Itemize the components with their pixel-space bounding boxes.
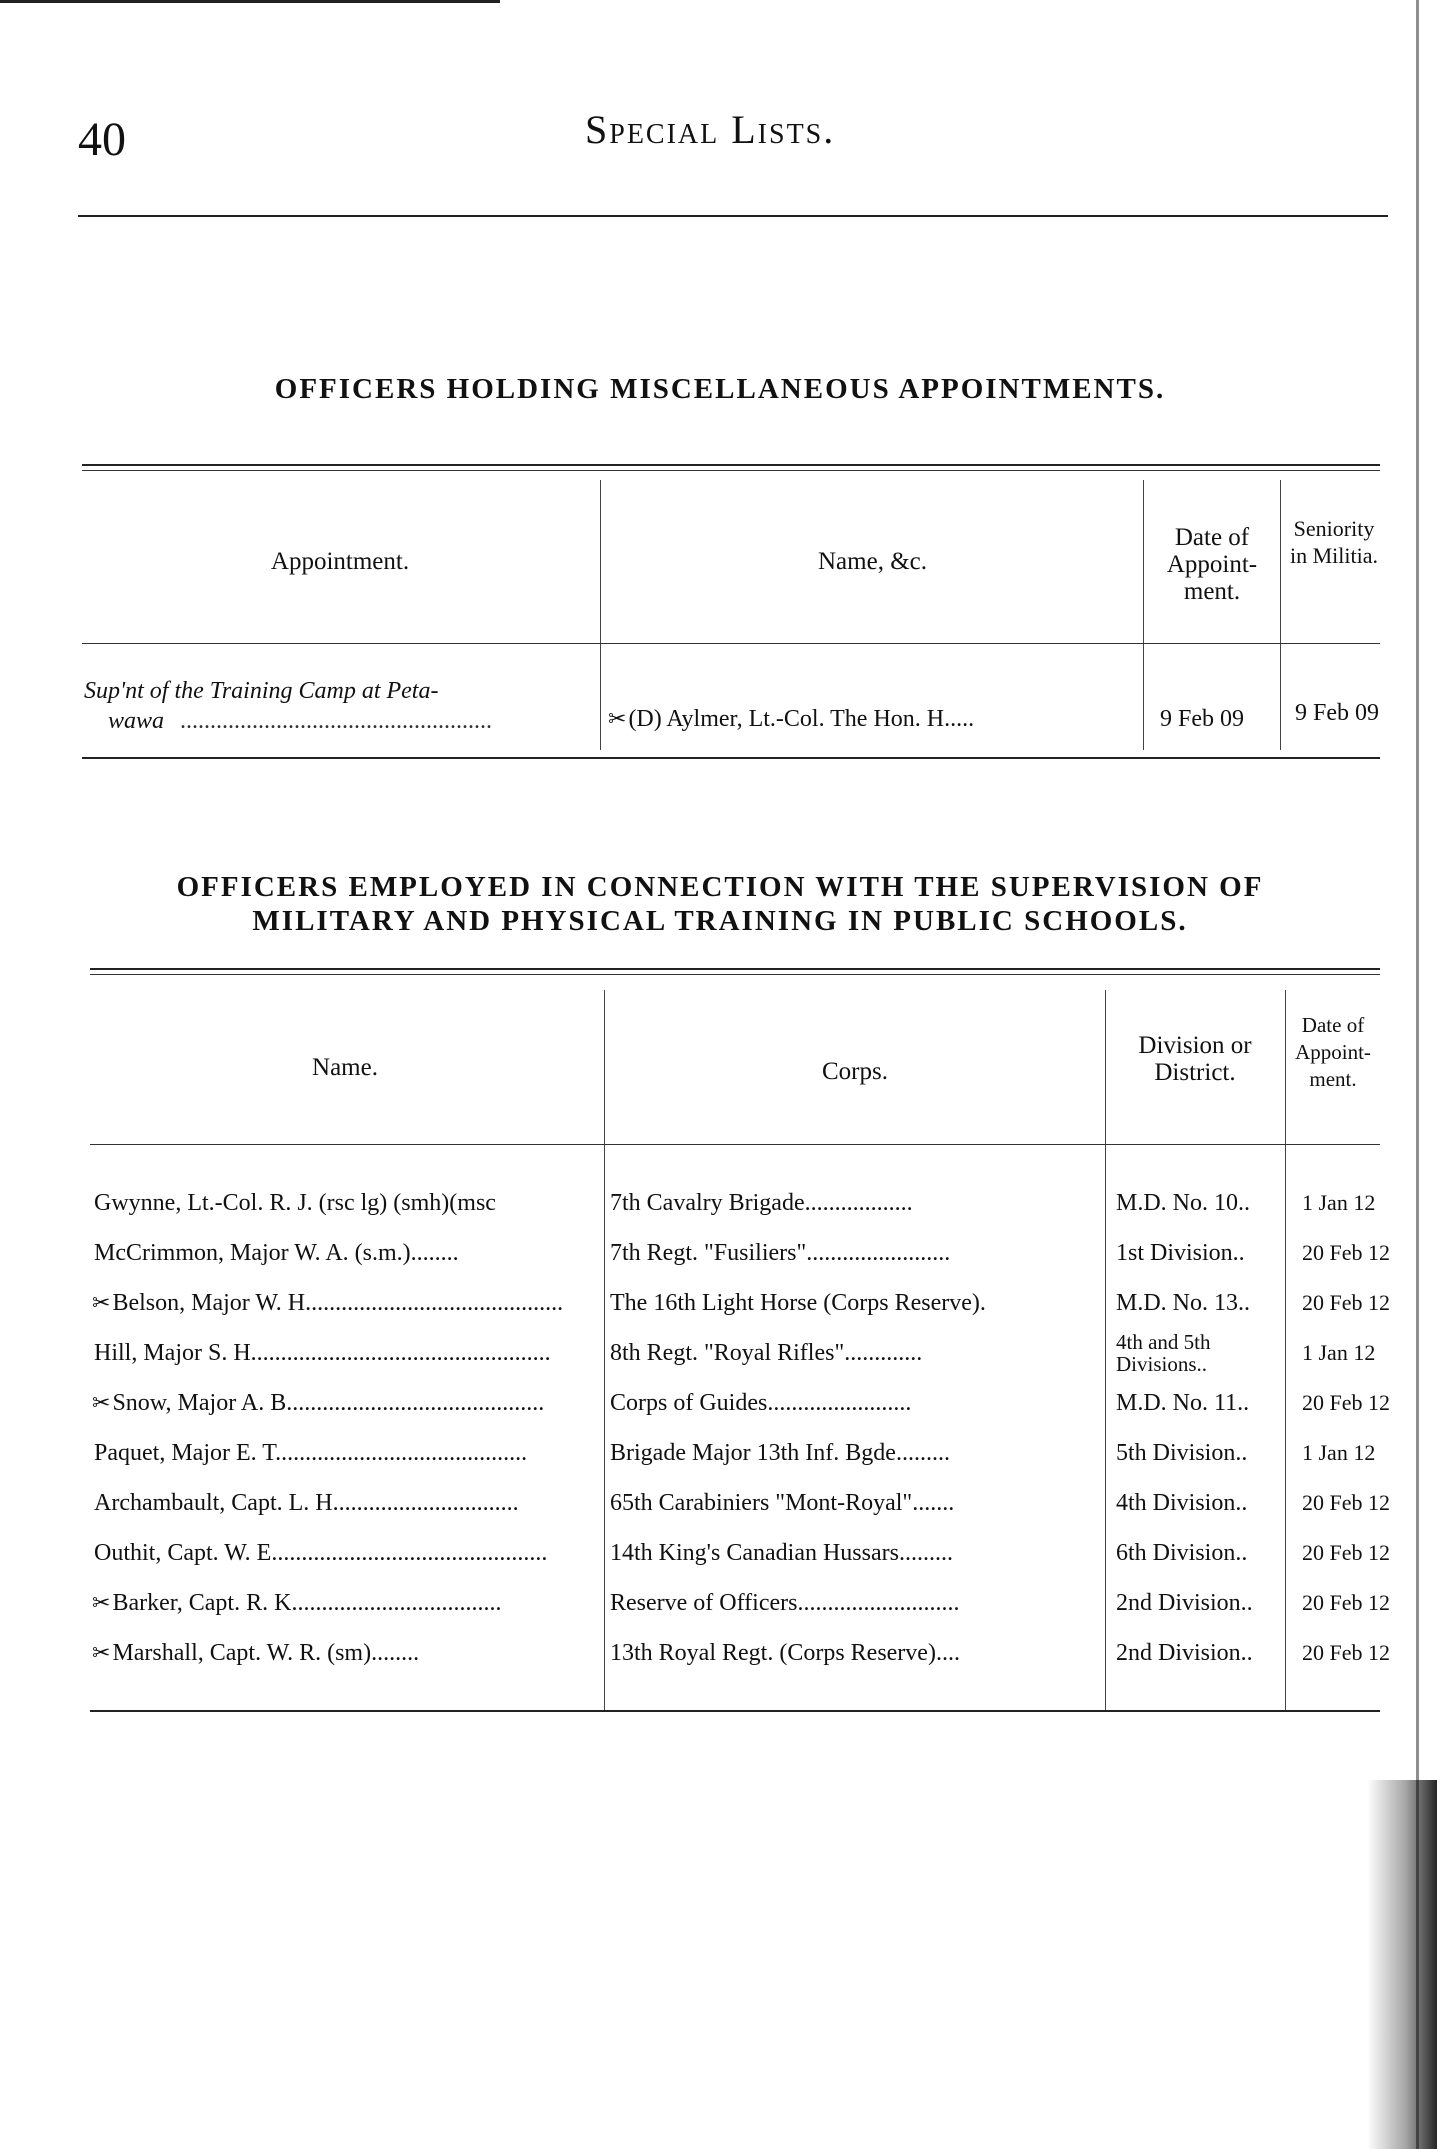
scissors-icon: ✂: [608, 706, 627, 731]
officer-name: Gwynne, Lt.-Col. R. J. (rsc lg) (smh)(msc: [94, 1189, 496, 1216]
misc-appointment-line1: Sup'nt of the Training Camp at Peta-: [84, 678, 439, 704]
misc-table-top-rule-thin: [82, 470, 1380, 471]
schools-table-top-rule: [90, 968, 1380, 970]
misc-appointment-line2: wawa: [108, 708, 165, 734]
date-cell: 20 Feb 12: [1302, 1640, 1390, 1665]
table-row: [92, 1278, 1390, 1328]
schools-header-bottom-rule: [90, 1144, 1380, 1145]
division-cell: 6th Division..: [1116, 1539, 1248, 1566]
division-cell: M.D. No. 11..: [1116, 1389, 1250, 1416]
table-row: [92, 1628, 1390, 1678]
misc-header-seniority: Seniority in Militia.: [1290, 516, 1378, 568]
page-number: 40: [78, 113, 126, 166]
schools-title-line2: MILITARY AND PHYSICAL TRAINING IN PUBLIC SCHOOLS.: [252, 905, 1188, 937]
date-cell: 20 Feb 12: [1302, 1290, 1390, 1315]
misc-col-divider-1: [600, 480, 601, 750]
corps-cell: Corps of Guides........................: [610, 1389, 912, 1416]
officer-name-cell: ✂Belson, Major W. H...........................................: [92, 1289, 564, 1316]
date-cell: 20 Feb 12: [1302, 1240, 1390, 1265]
misc-header-bottom-rule: [82, 643, 1380, 644]
officer-name-cell: Archambault, Capt. L. H...............................: [94, 1489, 519, 1516]
page-edge-shadow: [1367, 1780, 1437, 2149]
corps-cell: 8th Regt. "Royal Rifles".............: [610, 1339, 923, 1366]
corps-name: Brigade Major 13th Inf. Bgde: [610, 1439, 896, 1466]
scissors-icon: ✂: [92, 1289, 111, 1315]
misc-col-divider-2: [1143, 480, 1144, 750]
corps-name: Corps of Guides: [610, 1389, 768, 1416]
schools-title-line1: OFFICERS EMPLOYED IN CONNECTION WITH THE SUPERVISION OF: [176, 871, 1264, 903]
division-cell: 2nd Division..: [1116, 1639, 1253, 1666]
misc-col-divider-3: [1280, 480, 1281, 750]
officer-name-cell: Hill, Major S. H..................................................: [94, 1339, 551, 1366]
schools-table: [92, 1178, 1390, 1678]
misc-appointments-title: OFFICERS HOLDING MISCELLANEOUS APPOINTMENTS.: [274, 373, 1166, 405]
misc-header-appointment: Appointment.: [270, 548, 410, 575]
corps-cell: 7th Regt. "Fusiliers"........................: [610, 1239, 951, 1266]
officer-name-cell: ✂Barker, Capt. R. K...................................: [92, 1589, 502, 1616]
header-rule: [78, 215, 1388, 217]
misc-name-cell: ✂(D) Aylmer, Lt.-Col. The Hon. H.....: [608, 706, 975, 732]
corps-cell: Brigade Major 13th Inf. Bgde.........: [610, 1439, 950, 1466]
corps-name: 13th Royal Regt. (Corps Reserve): [610, 1639, 936, 1666]
corps-cell: 13th Royal Regt. (Corps Reserve)....: [610, 1639, 960, 1666]
corps-name: 8th Regt. "Royal Rifles": [610, 1339, 845, 1366]
misc-seniority: 9 Feb 09: [1295, 700, 1379, 726]
officer-name: Outhit, Capt. W. E: [94, 1539, 272, 1566]
schools-header-division: Division or District.: [1138, 1032, 1252, 1086]
date-cell: 1 Jan 12: [1302, 1440, 1376, 1465]
table-row: [92, 1328, 1390, 1378]
date-cell: 20 Feb 12: [1302, 1390, 1390, 1415]
officer-name: Archambault, Capt. L. H: [94, 1489, 333, 1516]
table-row: [92, 1378, 1390, 1428]
officer-name: Paquet, Major E. T: [94, 1439, 276, 1466]
table-row: [92, 1578, 1390, 1628]
officer-name: Hill, Major S. H: [94, 1339, 251, 1366]
division-cell: 4th and 5th Divisions..: [1116, 1330, 1211, 1376]
corps-cell: Reserve of Officers...........................: [610, 1589, 960, 1616]
schools-table-top-rule-thin: [90, 974, 1380, 975]
page-header-title: Special Lists.: [585, 107, 836, 152]
corps-name: 65th Carabiniers "Mont-Royal": [610, 1489, 913, 1516]
officer-name: Snow, Major A. B: [112, 1389, 287, 1416]
division-cell: 5th Division..: [1116, 1439, 1248, 1466]
officer-name-cell: ✂Marshall, Capt. W. R. (sm)........: [92, 1639, 420, 1666]
officer-name: Barker, Capt. R. K: [112, 1589, 292, 1616]
scissors-icon: ✂: [92, 1639, 111, 1665]
table-row: [92, 1178, 1390, 1228]
division-cell: 4th Division..: [1116, 1489, 1248, 1516]
corps-name: 14th King's Canadian Hussars: [610, 1539, 899, 1566]
date-cell: 1 Jan 12: [1302, 1340, 1376, 1365]
officer-name: Marshall, Capt. W. R. (sm): [112, 1639, 372, 1666]
corps-name: 7th Cavalry Brigade: [610, 1189, 805, 1216]
misc-table-top-rule: [82, 464, 1380, 466]
misc-date: 9 Feb 09: [1160, 706, 1244, 732]
corps-name: 7th Regt. "Fusiliers": [610, 1239, 807, 1266]
officer-name-cell: [92, 1178, 602, 1228]
officer-name: McCrimmon, Major W. A. (s.m.): [94, 1239, 411, 1266]
table-row: [92, 1428, 1390, 1478]
officer-name: Belson, Major W. H: [112, 1289, 306, 1316]
misc-header-date: Date of Appoint-ment.: [1166, 524, 1258, 605]
date-cell: 20 Feb 12: [1302, 1490, 1390, 1515]
misc-header-name: Name, &c.: [818, 548, 927, 575]
corps-cell: 7th Cavalry Brigade..................: [610, 1189, 913, 1216]
corps-cell: 65th Carabiniers "Mont-Royal".......: [610, 1489, 955, 1516]
top-edge-rule: [0, 0, 500, 3]
division-cell: M.D. No. 13..: [1116, 1289, 1251, 1316]
misc-table-bottom-rule: [82, 757, 1380, 759]
corps-cell: [602, 1278, 1110, 1328]
division-cell: M.D. No. 10..: [1116, 1189, 1251, 1216]
officer-name-cell: McCrimmon, Major W. A. (s.m.)........: [94, 1239, 459, 1266]
schools-header-date: Date of Appoint-ment.: [1295, 1013, 1371, 1091]
schools-header-name: Name.: [312, 1054, 378, 1081]
corps-name: The 16th Light Horse (Corps Reserve).: [610, 1289, 986, 1316]
scissors-icon: ✂: [92, 1389, 111, 1415]
corps-cell: 14th King's Canadian Hussars.........: [610, 1539, 953, 1566]
division-cell: 1st Division..: [1116, 1239, 1245, 1266]
schools-table-bottom-rule: [90, 1710, 1380, 1712]
division-cell: 2nd Division..: [1116, 1589, 1253, 1616]
misc-officer-name: (D) Aylmer, Lt.-Col. The Hon. H: [628, 706, 945, 732]
schools-header-corps: Corps.: [822, 1058, 888, 1085]
table-row: [92, 1478, 1390, 1528]
date-cell: 1 Jan 12: [1302, 1190, 1376, 1215]
date-cell: 20 Feb 12: [1302, 1590, 1390, 1615]
table-row: [92, 1528, 1390, 1578]
scissors-icon: ✂: [92, 1589, 111, 1615]
misc-appointment-leader: ....................................................: [180, 708, 492, 734]
officer-name-cell: Paquet, Major E. T..........................................: [94, 1439, 528, 1466]
table-row: [92, 1228, 1390, 1278]
date-cell: 20 Feb 12: [1302, 1540, 1390, 1565]
officer-name-cell: Outhit, Capt. W. E..............................................: [94, 1539, 548, 1566]
corps-name: Reserve of Officers: [610, 1589, 798, 1616]
officer-name-cell: ✂Snow, Major A. B...........................................: [92, 1389, 545, 1416]
